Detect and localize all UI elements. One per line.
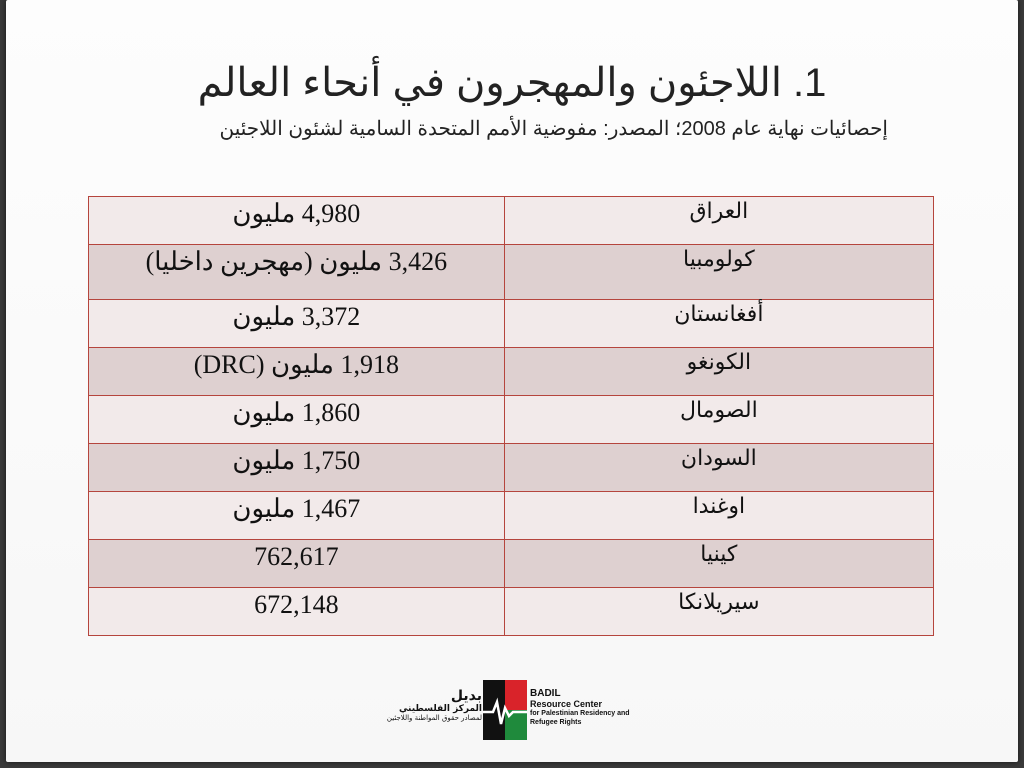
value-cell: 762,617	[89, 540, 505, 588]
logo-ar-tagline: لمصادر حقوق المواطنة واللاجئين	[386, 714, 482, 722]
country-cell: الصومال	[504, 396, 933, 444]
slide-subtitle: إحصائيات نهاية عام 2008؛ المصدر: مفوضية الأمم المتحدة السامية لشئون اللاجئين	[219, 118, 888, 140]
badil-logo	[330, 680, 660, 740]
country-cell: الكونغو	[504, 348, 933, 396]
logo-english-text	[530, 688, 630, 727]
logo-en-line2: Refugee Rights	[530, 719, 582, 726]
country-cell: أفغانستان	[504, 300, 933, 348]
slide-title: 1. اللاجئون والمهجرون في أنحاء العالم	[197, 61, 827, 105]
table-row	[89, 300, 934, 348]
value-cell: 672,148	[89, 588, 505, 636]
country-cell: سيريلانكا	[504, 588, 933, 636]
logo-ar-name: بديل	[450, 688, 482, 704]
country-cell: كولومبيا	[504, 245, 933, 300]
table-row	[89, 197, 934, 245]
value-cell: 3,426 مليون (مهجرين داخليا)	[89, 245, 505, 300]
country-cell: السودان	[504, 444, 933, 492]
table-row	[89, 348, 934, 396]
table-row	[89, 492, 934, 540]
table-row	[89, 444, 934, 492]
country-cell: العراق	[504, 197, 933, 245]
value-cell: 1,860 مليون	[89, 396, 505, 444]
table-row	[89, 540, 934, 588]
country-cell: كينيا	[504, 540, 933, 588]
table-row	[89, 245, 934, 300]
value-cell: 1,750 مليون	[89, 444, 505, 492]
table-row	[89, 396, 934, 444]
logo-ar-center: المركز الفلسطيني	[398, 704, 482, 714]
logo-arabic-text	[387, 688, 482, 722]
table-row	[89, 588, 934, 636]
logo-en-line1: for Palestinian Residency and	[530, 710, 630, 717]
refugee-statistics-table	[88, 196, 934, 636]
value-cell: 1,918 مليون (DRC)	[89, 348, 505, 396]
value-cell: 1,467 مليون	[89, 492, 505, 540]
value-cell: 4,980 مليون	[89, 197, 505, 245]
logo-en-center: Resource Center	[530, 699, 603, 709]
logo-en-name: BADIL	[530, 688, 561, 699]
badil-mark-icon	[483, 680, 527, 740]
country-cell: اوغندا	[504, 492, 933, 540]
value-cell: 3,372 مليون	[89, 300, 505, 348]
